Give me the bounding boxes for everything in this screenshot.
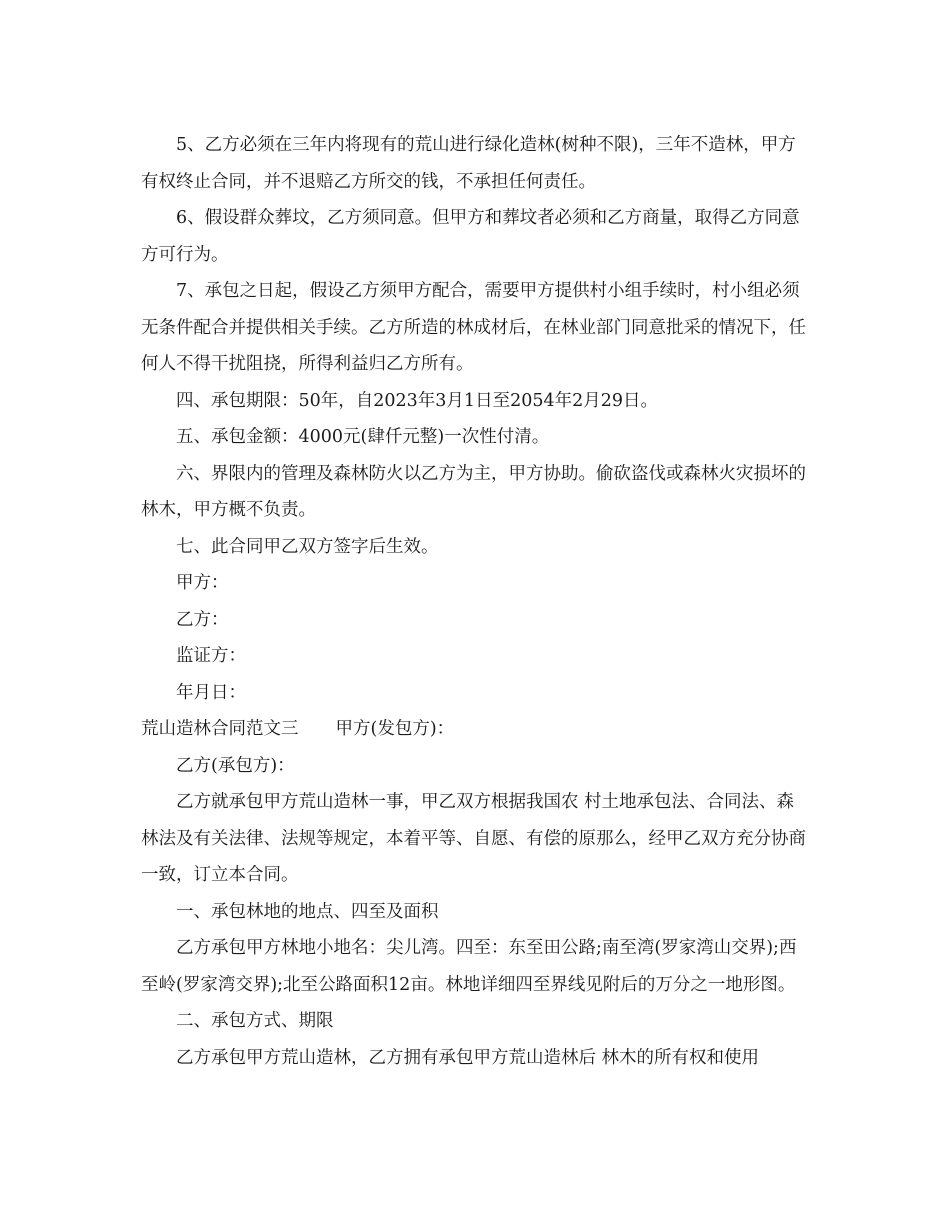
location-details: 乙方承包甲方林地小地名：尖儿湾。四至：东至田公路;南至湾(罗家湾山交界);西至岭(罗家湾交界);北至公路面积12亩。林地详细四至界线见附后的万分之一地形图。: [141, 938, 797, 995]
heading-method-term: 二、承包方式、期限: [176, 1011, 334, 1031]
clause-management: 六、界限内的管理及森林防火以乙方为主，甲方协助。偷砍盗伐或森林火灾损坏的林木，甲方概不负责。: [141, 463, 806, 520]
clause-amount: 五、承包金额：4000元(肆仟元整)一次性付清。: [176, 427, 550, 447]
section-title: 荒山造林合同范文三: [141, 719, 299, 739]
party-a-label: 甲方(发包方)：: [335, 719, 455, 739]
clause-7: 7、承包之日起，假设乙方须甲方配合，需要甲方提供村小组手续时，村小组必须无条件配合并提供相关手续。乙方所造的林成材后，在林业部门同意批采的情况下，任何人不得干扰阻挠，所得利益归乙方所有。: [141, 281, 806, 374]
contract-preamble: 乙方就承包甲方荒山造林一事，甲乙双方根据我国农 村土地承包法、合同法、森林法及有关法律、法规等规定，本着平等、自愿、有偿的原那么，经甲乙双方充分协商一致，订立本合同。: [141, 792, 806, 885]
clause-effective: 七、此合同甲乙双方签字后生效。: [176, 536, 439, 557]
clause-term: 四、承包期限：50年，自2023年3月1日至2054年2月29日。: [176, 390, 659, 411]
section-heading-line: [141, 711, 811, 748]
signature-date: 年月日：: [176, 682, 246, 703]
party-b-label: 乙方(承包方)：: [176, 755, 295, 776]
clause-6: 6、假设群众葬坟，乙方须同意。但甲方和葬坟者必须和乙方商量，取得乙方同意方可行为。: [141, 208, 800, 265]
document-body: [141, 127, 811, 1076]
signature-party-a: 甲方：: [176, 573, 229, 593]
signature-witness: 监证方：: [176, 646, 246, 666]
signature-party-b: 乙方：: [176, 609, 229, 630]
method-details: 乙方承包甲方荒山造林，乙方拥有承包甲方荒山造林后 林木的所有权和使用: [176, 1047, 760, 1068]
heading-location: 一、承包林地的地点、四至及面积: [176, 901, 439, 922]
clause-5: 5、乙方必须在三年内将现有的荒山进行绿化造林(树种不限)，三年不造林，甲方有权终止合同，并不退赔乙方所交的钱，不承担任何责任。: [141, 135, 796, 192]
